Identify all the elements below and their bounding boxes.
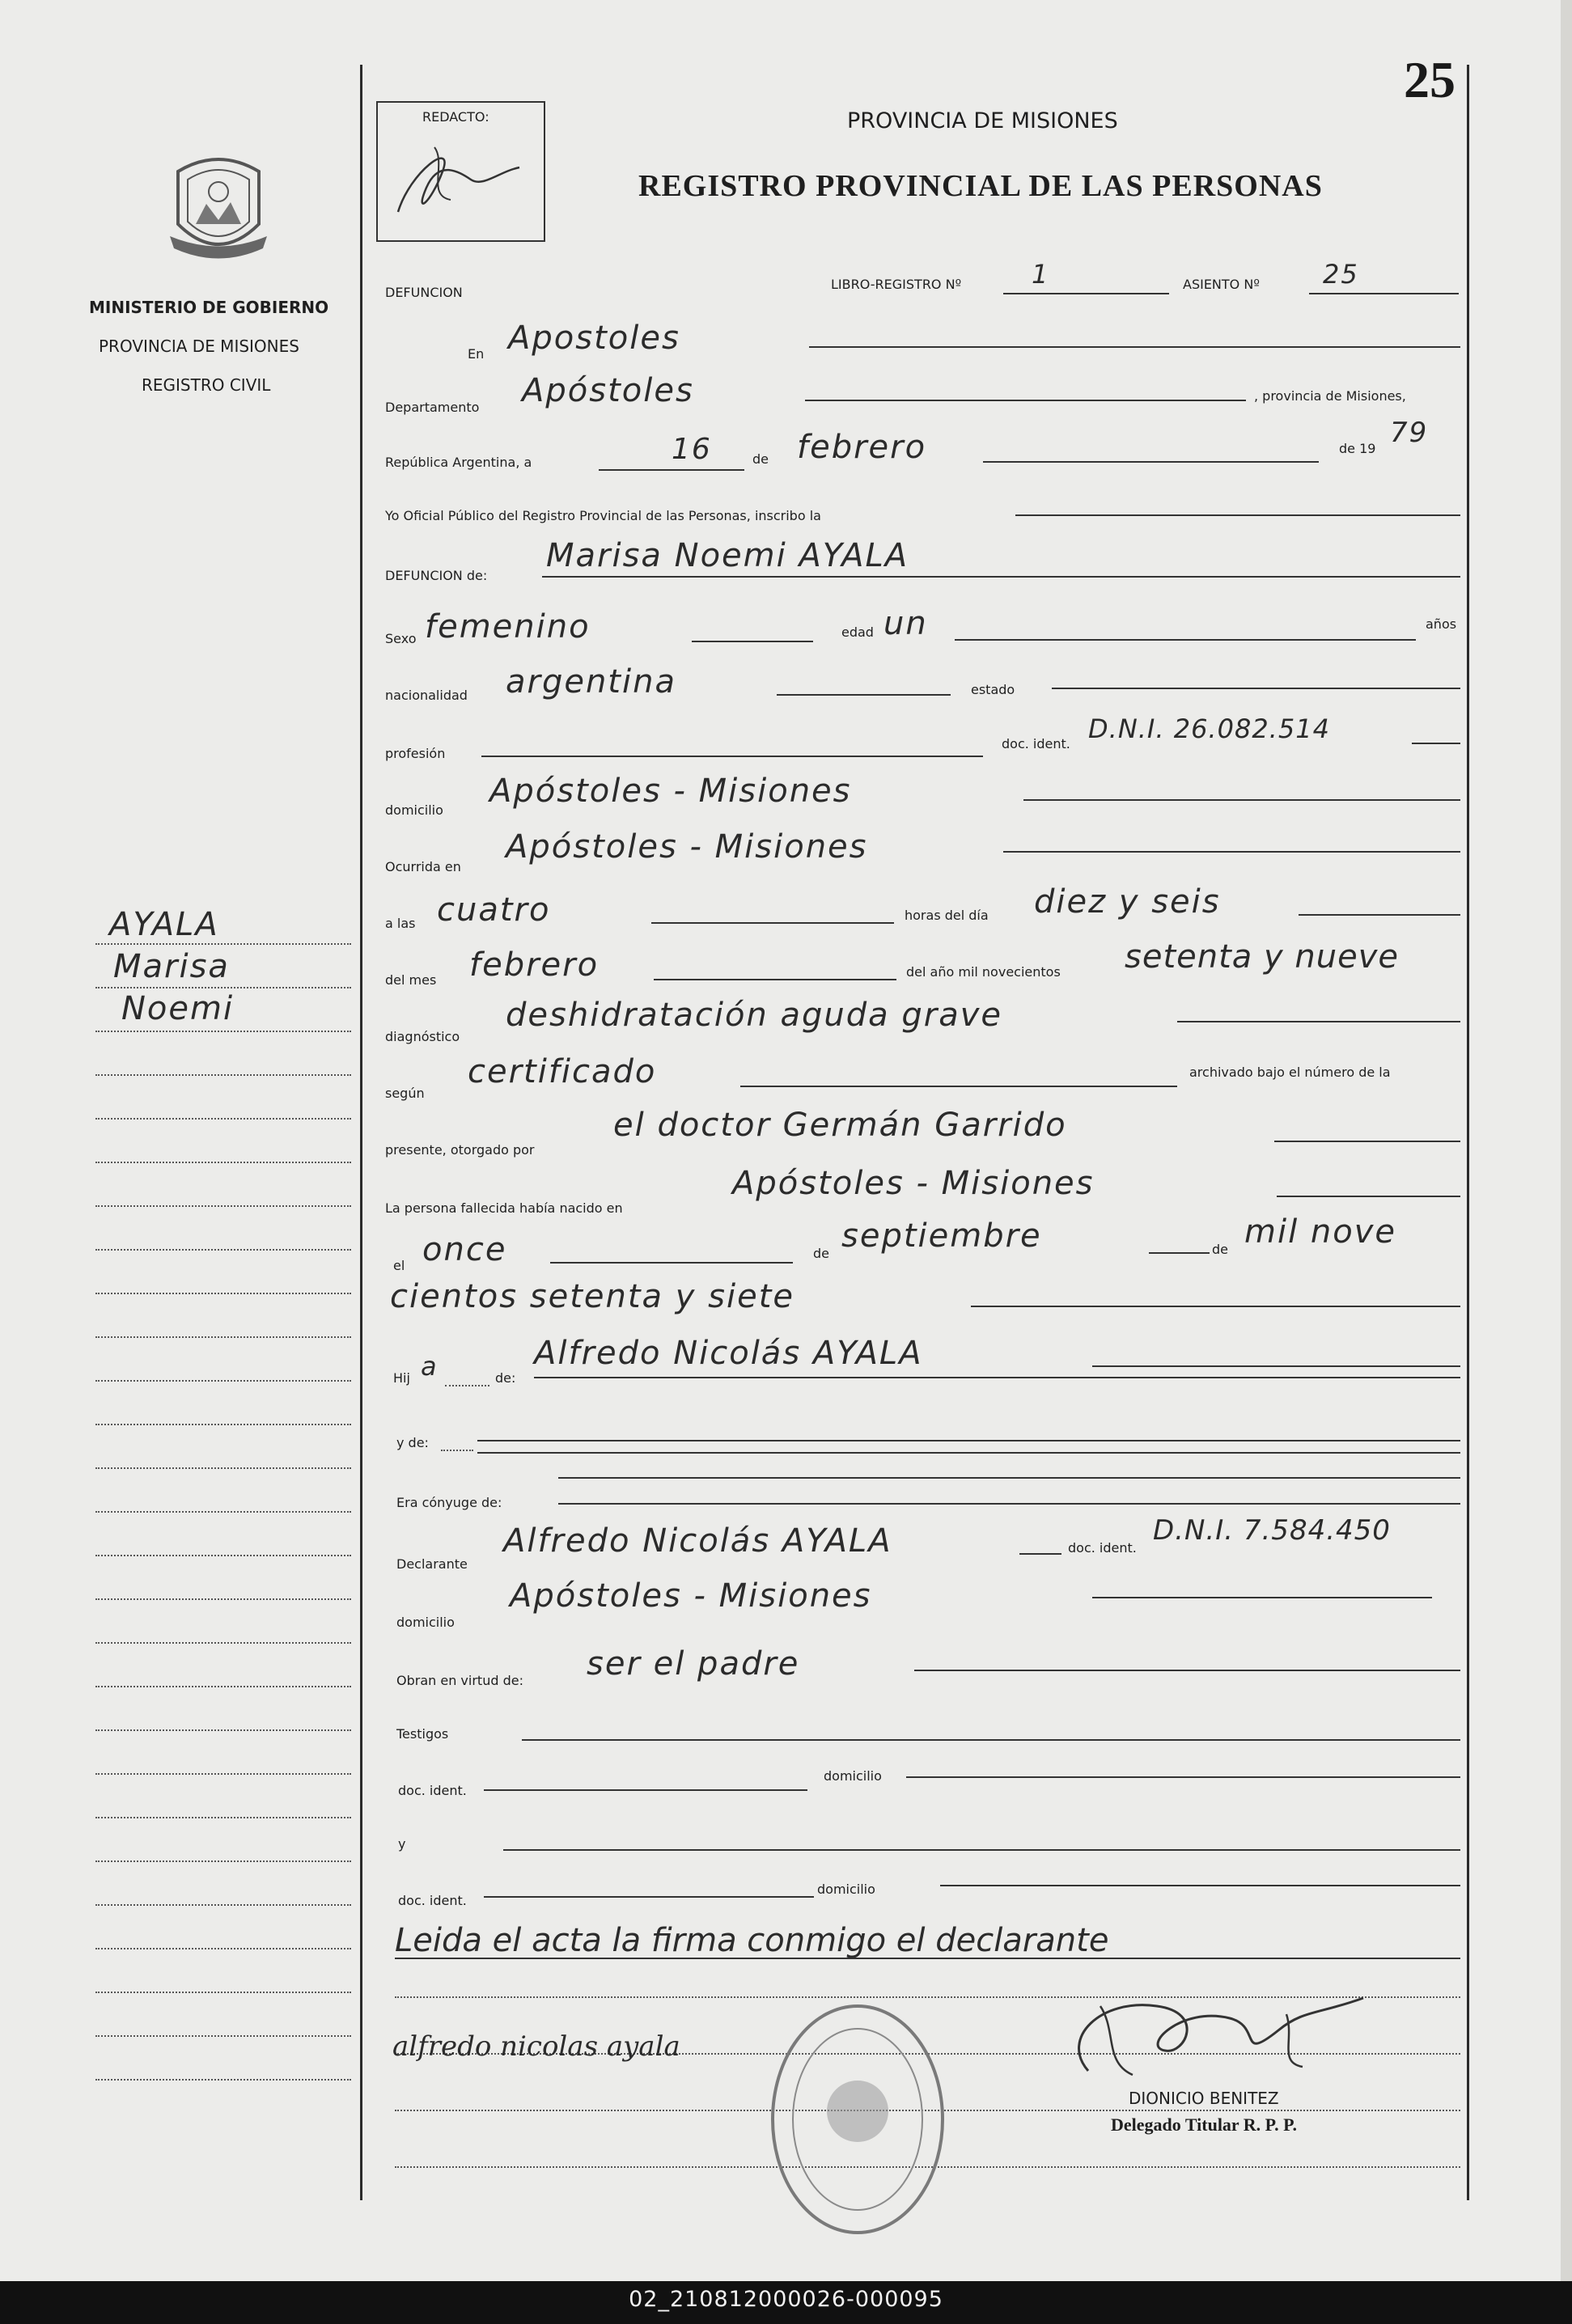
de-19-label: de 19 xyxy=(1339,441,1376,456)
margin-dotted-line xyxy=(95,1031,351,1032)
domicilio-label: domicilio xyxy=(385,802,443,818)
margin-dotted-line xyxy=(95,1424,351,1425)
otorgado-value: el doctor Germán Garrido xyxy=(613,1107,1067,1144)
page-number: 25 xyxy=(1404,51,1455,108)
testigos-line xyxy=(522,1739,1460,1741)
nacionalidad-line xyxy=(777,694,951,696)
edad-line xyxy=(955,639,1416,641)
province-seal-emblem xyxy=(162,147,275,277)
y-de-line xyxy=(477,1440,1460,1441)
nac-anio-value-1: mil nove xyxy=(1244,1213,1397,1251)
otorgado-line xyxy=(1274,1141,1460,1142)
domicilio2-line xyxy=(1092,1597,1432,1598)
margin-rule-right xyxy=(1467,65,1469,2200)
libro-line xyxy=(1003,293,1169,294)
departamento-value: Apóstoles xyxy=(522,372,694,409)
margin-dotted-line xyxy=(95,1074,351,1076)
domicilio2-value: Apóstoles - Misiones xyxy=(510,1577,872,1615)
oficial-text: Yo Oficial Público del Registro Provincial de las Personas, inscribo la xyxy=(385,508,821,523)
hij-suffix-value: a xyxy=(421,1351,439,1382)
libro-label: LIBRO-REGISTRO Nº xyxy=(831,277,962,292)
margin-dotted-line xyxy=(95,1118,351,1120)
nac-dia-line xyxy=(550,1262,793,1264)
nac-mes-value: septiembre xyxy=(841,1217,1042,1255)
sidebar-registry: REGISTRO CIVIL xyxy=(142,375,271,395)
anio-texto-value: setenta y nueve xyxy=(1125,938,1399,976)
hora-line xyxy=(651,922,894,924)
declarante-doc-value: D.N.I. 7.584.450 xyxy=(1153,1514,1391,1547)
margin-dotted-line xyxy=(95,943,351,945)
official-signature xyxy=(1044,1974,1383,2087)
margin-dotted-line xyxy=(95,1948,351,1949)
margin-name-second: Noemi xyxy=(121,990,235,1027)
conyuge-line-2 xyxy=(558,1477,1460,1479)
declarante-signature-value: alfredo nicolas ayala xyxy=(392,2030,680,2063)
dia-value: 16 xyxy=(672,433,712,466)
diagnostico-line xyxy=(1177,1021,1460,1022)
archivado-label: archivado bajo el número de la xyxy=(1189,1065,1391,1080)
margin-dotted-line xyxy=(95,1336,351,1338)
segun-value: certificado xyxy=(468,1053,657,1090)
anio-value: 79 xyxy=(1390,417,1429,449)
margin-dotted-line xyxy=(95,1729,351,1731)
margin-dotted-line xyxy=(95,1555,351,1556)
en-line xyxy=(809,346,1460,348)
obran-label: Obran en virtud de: xyxy=(396,1673,523,1688)
ocurrida-line xyxy=(1003,851,1460,853)
margin-dotted-line xyxy=(95,1817,351,1818)
doc-ident3-label: doc. ident. xyxy=(398,1783,467,1798)
domicilio-line xyxy=(1023,799,1460,801)
fallecido-line xyxy=(542,576,1460,578)
el-label: el xyxy=(393,1258,405,1273)
margin-rule-left xyxy=(360,65,362,2200)
presente-label: presente, otorgado por xyxy=(385,1142,535,1158)
hij-de-label: de: xyxy=(495,1370,516,1386)
estado-line xyxy=(1052,688,1460,689)
y-de-dots xyxy=(441,1450,473,1451)
official-title: Delegado Titular R. P. P. xyxy=(1111,2114,1298,2135)
domicilio4-label: domicilio xyxy=(817,1882,875,1897)
de2-label: de xyxy=(813,1246,829,1261)
margin-dotted-line xyxy=(95,1467,351,1469)
doc-ident-value: D.N.I. 26.082.514 xyxy=(1088,713,1330,744)
registry-stamp xyxy=(765,1998,951,2241)
defuncion-de-label: DEFUNCION de: xyxy=(385,568,488,583)
edad-value: un xyxy=(883,605,928,642)
redacto-box xyxy=(376,101,545,242)
nac-mes-line xyxy=(1149,1252,1210,1254)
profesion-label: profesión xyxy=(385,746,446,761)
margin-dotted-line xyxy=(95,1773,351,1775)
segun-label: según xyxy=(385,1086,425,1101)
padre-line-2 xyxy=(1092,1365,1460,1367)
margin-dotted-line xyxy=(95,1293,351,1294)
diagnostico-value: deshidratación aguda grave xyxy=(506,997,1002,1034)
anios-label: años xyxy=(1426,616,1457,632)
asiento-label: ASIENTO Nº xyxy=(1183,277,1260,292)
margin-dotted-line xyxy=(95,2035,351,2037)
hij-label: Hij xyxy=(393,1370,410,1386)
doc-ident-line xyxy=(1412,743,1460,744)
domicilio2-label: domicilio xyxy=(396,1615,455,1630)
profesion-line xyxy=(481,756,983,757)
sidebar-ministry: MINISTERIO DE GOBIERNO xyxy=(89,298,329,317)
header-province-title: PROVINCIA DE MISIONES xyxy=(847,108,1118,133)
doc-ident2-label: doc. ident. xyxy=(1068,1540,1137,1556)
margin-dotted-line xyxy=(95,1511,351,1513)
padre-line xyxy=(534,1377,1460,1378)
margin-dotted-line xyxy=(95,1162,351,1163)
doc-ident4-line xyxy=(484,1896,814,1898)
domicilio-value: Apóstoles - Misiones xyxy=(489,773,852,810)
y-line xyxy=(503,1849,1460,1851)
nacido-label: La persona fallecida había nacido en xyxy=(385,1200,623,1216)
sexo-value: femenino xyxy=(425,608,591,646)
closing-value: Leida el acta la firma conmigo el declarante xyxy=(395,1922,1109,1959)
margin-name-first: Marisa xyxy=(113,948,230,985)
margin-dotted-line xyxy=(95,1249,351,1251)
dia-line xyxy=(599,469,744,471)
closing-line xyxy=(395,1958,1460,1959)
margin-dotted-line xyxy=(95,1380,351,1382)
horas-dia-label: horas del día xyxy=(905,908,989,923)
margin-name-surname: AYALA xyxy=(109,906,219,943)
redacto-label: REDACTO: xyxy=(422,109,489,125)
margin-dotted-line xyxy=(95,2079,351,2081)
de-label: de xyxy=(752,451,769,467)
nacionalidad-value: argentina xyxy=(506,663,676,701)
declarante-line xyxy=(1019,1553,1061,1555)
y-de-label: y de: xyxy=(396,1435,429,1450)
declarante-label: Declarante xyxy=(396,1556,468,1572)
doc-ident-label: doc. ident. xyxy=(1002,736,1070,751)
y-label: y xyxy=(398,1836,406,1852)
domicilio3-line xyxy=(906,1776,1460,1778)
segun-line xyxy=(740,1086,1177,1087)
nac-anio-line xyxy=(971,1306,1460,1307)
nacionalidad-label: nacionalidad xyxy=(385,688,468,703)
doc-ident3-line xyxy=(484,1789,807,1791)
asiento-value: 25 xyxy=(1323,259,1359,290)
margin-dotted-line xyxy=(95,1860,351,1862)
margin-dotted-line xyxy=(95,1598,351,1600)
libro-value: 1 xyxy=(1032,259,1050,290)
edad-label: edad xyxy=(841,624,874,640)
margin-dotted-line xyxy=(95,1992,351,1993)
ocurrida-label: Ocurrida en xyxy=(385,859,461,874)
redacto-signature xyxy=(378,123,540,236)
conyuge-label: Era cónyuge de: xyxy=(396,1495,502,1510)
page-edge xyxy=(1561,0,1572,2281)
estado-label: estado xyxy=(971,682,1015,697)
file-label: 02_210812000026-000095 xyxy=(629,2287,943,2312)
mes-line xyxy=(983,461,1319,463)
anio-mil-label: del año mil novecientos xyxy=(906,964,1061,980)
official-name: DIONICIO BENITEZ xyxy=(1129,2089,1279,2108)
obran-value: ser el padre xyxy=(587,1645,800,1683)
mes-texto-value: febrero xyxy=(469,946,600,984)
mes-value: febrero xyxy=(797,429,927,466)
obran-line xyxy=(914,1670,1460,1671)
padre-value: Alfredo Nicolás AYALA xyxy=(534,1335,923,1372)
nac-dia-value: once xyxy=(422,1231,507,1268)
departamento-label: Departamento xyxy=(385,400,480,415)
domicilio4-line xyxy=(940,1885,1460,1886)
declarante-value: Alfredo Nicolás AYALA xyxy=(503,1522,892,1560)
margin-dotted-line xyxy=(95,1904,351,1906)
oficial-line xyxy=(1015,514,1460,516)
asiento-line xyxy=(1309,293,1459,294)
diagnostico-label: diagnóstico xyxy=(385,1029,460,1044)
hora-value: cuatro xyxy=(437,891,551,929)
provincia-label: , provincia de Misiones, xyxy=(1254,388,1406,404)
domicilio3-label: domicilio xyxy=(824,1768,882,1784)
header-registry-title: REGISTRO PROVINCIAL DE LAS PERSONAS xyxy=(638,169,1323,203)
departamento-line xyxy=(805,400,1246,401)
margin-dotted-line xyxy=(95,1686,351,1687)
conyuge-line xyxy=(558,1503,1460,1505)
margin-dotted-line xyxy=(95,1642,351,1644)
sexo-line xyxy=(692,641,813,642)
margin-dotted-line xyxy=(95,1205,351,1207)
nac-anio-value-2: cientos setenta y siete xyxy=(390,1278,795,1315)
a-las-label: a las xyxy=(385,916,416,931)
republica-label: República Argentina, a xyxy=(385,455,532,470)
nacido-value: Apóstoles - Misiones xyxy=(732,1165,1095,1202)
section-label: DEFUNCION xyxy=(385,285,463,300)
mes-texto-line xyxy=(654,979,896,980)
en-label: En xyxy=(468,346,485,362)
y-de-line-2 xyxy=(477,1452,1460,1454)
sexo-label: Sexo xyxy=(385,631,417,646)
de3-label: de xyxy=(1212,1242,1228,1257)
doc-ident4-label: doc. ident. xyxy=(398,1893,467,1908)
en-value: Apostoles xyxy=(508,320,680,357)
testigos-label: Testigos xyxy=(396,1726,449,1742)
ocurrida-value: Apóstoles - Misiones xyxy=(506,828,868,866)
margin-dotted-line xyxy=(95,987,351,988)
del-mes-label: del mes xyxy=(385,972,437,988)
nacido-line xyxy=(1277,1196,1460,1197)
dia-texto-value: diez y seis xyxy=(1034,883,1221,921)
dia-texto-line xyxy=(1299,914,1460,916)
sidebar-province: PROVINCIA DE MISIONES xyxy=(99,337,299,356)
hij-dots xyxy=(445,1385,489,1386)
fallecido-value: Marisa Noemi AYALA xyxy=(546,537,909,574)
